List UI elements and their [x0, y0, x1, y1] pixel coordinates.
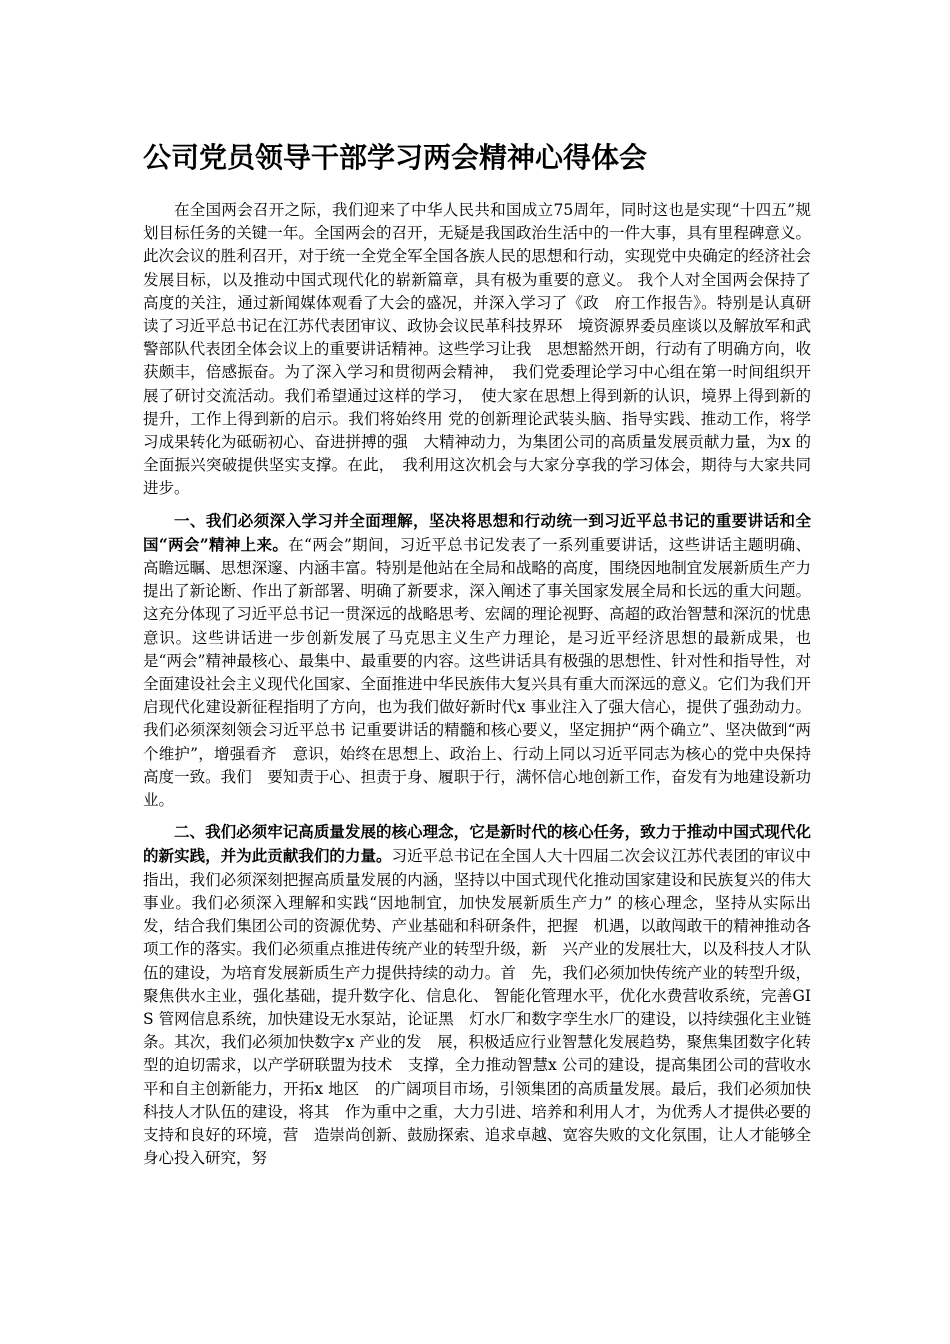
- paragraph-text: 在全国两会召开之际，我们迎来了中华人民共和国成立75周年，同时这也是实现“十四五”规划目标任务的关键一年。全国两会的召开，无疑是我国政治生活中的一件大事，具有里程碑意义。此次会议的胜利召开，对于统一全党全军全国各族人民的思想和行动，实现党中央确定的经济社会发展目标，以及推动中国式现代化的崭新篇章，具有极为重要的意义。 我个人对全国两会保持了高度的关注，通过新闻媒体观看了大会的盛况，并深入学习了《政 府工作报告》。特别是认真研读了习近平总书记在江苏代表团审议、政协会议民革科技界环 境资源界委员座谈以及解放军和武警部队代表团全体会议上的重要讲话精神。这些学习让我 思想豁然开朗，行动有了明确方向，收获颇丰，倍感振奋。为了深入学习和贯彻两会精神， 我们党委理论学习中心组在第一时间组织开展了研讨交流活动。我们希望通过这样的学习， 使大家在思想上得到新的认识，境界上得到新的提升，工作上得到新的启示。我们将始终用 党的创新理论武装头脑、指导实践、推动工作，将学习成果转化为砥砺初心、奋进拼搏的强 大精神动力，为集团公司的高质量发展贡献力量，为x 的全面振兴突破提供坚实支撑。在此， 我利用这次机会与大家分享我的学习体会，期待与大家共同进步。: [143, 201, 811, 498]
- document-page: [143, 138, 811, 1178]
- document-title: 公司党员领导干部学习两会精神心得体会: [143, 141, 648, 174]
- paragraph-text: 习近平总书记在全国人大十四届二次会议江苏代表团的审议中指出，我们必须深刻把握高质量发展的内涵，坚持以中国式现代化推动国家建设和民族复兴的伟大事业。我们必须深入理解和实践“因地制宜，加快发展新质生产力” 的核心理念，坚持从实际出发，结合我们集团公司的资源优势、产业基础和科研条件，把握 机遇，以敢闯敢干的精神推动各项工作的落实。我们必须重点推进传统产业的转型升级，新 兴产业的发展壮大，以及科技人才队伍的建设，为培育发展新质生产力提供持续的动力。首 先，我们必须加快传统产业的转型升级，聚焦供水主业，强化基础，提升数字化、信息化、 智能化管理水平，优化水费营收系统，完善GIS 管网信息系统，加快建设无水泵站，论证黑 灯水厂和数字孪生水厂的建设，以持续强化主业链条。其次，我们必须加快数字x 产业的发 展，积极适应行业智慧化发展趋势，聚焦集团数字化转型的迫切需求，以产学研联盟为技术 支撑，全力推动智慧x 公司的建设，提高集团公司的营收水平和自主创新能力，开拓x 地区 的广阔项目市场，引领集团的高质量发展。最后，我们必须加快科技人才队伍的建设，将其 作为重中之重，大力引进、培养和利用人才，为优秀人才提供必要的支持和良好的环境，营 造崇尚创新、鼓励探索、追求卓越、宽容失败的文化氛围，让人才能够全身心投入研究，努: [143, 847, 811, 1168]
- paragraph-section-1: [143, 509, 811, 813]
- paragraph-text: 在“两会”期间，习近平总书记发表了一系列重要讲话，这些讲话主题明确、高瞻远瞩、思想深邃、内涵丰富。特别是他站在全局和战略的高度，围绕因地制宜发展新质生产力提出了新论断、作出了新部署、明确了新要求，深入阐述了事关国家发展全局和长远的重大问题。这充分体现了习近平总书记一贯深远的战略思考、宏阔的理论视野、高超的政治智慧和深沉的忧患意识。这些讲话进一步创新发展了马克思主义生产力理论，是习近平经济思想的最新成果，也是“两会”精神最核心、最集中、最重要的内容。这些讲话具有极强的思想性、针对性和指导性，对全面建设社会主义现代化国家、全面推进中华民族伟大复兴具有重大而深远的意义。它们为我们开启现代化建设新征程指明了方向，也为我们做好新时代x 事业注入了强大信心，提供了强劲动力。我们必须深刻领会习近平总书 记重要讲话的精髓和核心要义，坚定拥护“两个确立”、坚决做到“两个维护”，增强看齐 意识，始终在思想上、政治上、行动上同以习近平同志为核心的党中央保持高度一致。我们 要知责于心、担责于身、履职于行，满怀信心地创新工作，奋发有为地建设新功业。: [143, 535, 811, 810]
- paragraph-lead: 一、我们必须深入学习并全面理解，坚决将思想和行动统一到习近平总书记的重要讲话和全国“两会”精神上来。: [143, 510, 811, 554]
- paragraph-lead: 二、我们必须牢记高质量发展的核心理念，它是新时代的核心任务，致力于推动中国式现代化的新实践，并为此贡献我们的力量。: [143, 822, 811, 866]
- paragraph-intro: [143, 198, 811, 501]
- paragraph-section-2: [143, 820, 811, 1170]
